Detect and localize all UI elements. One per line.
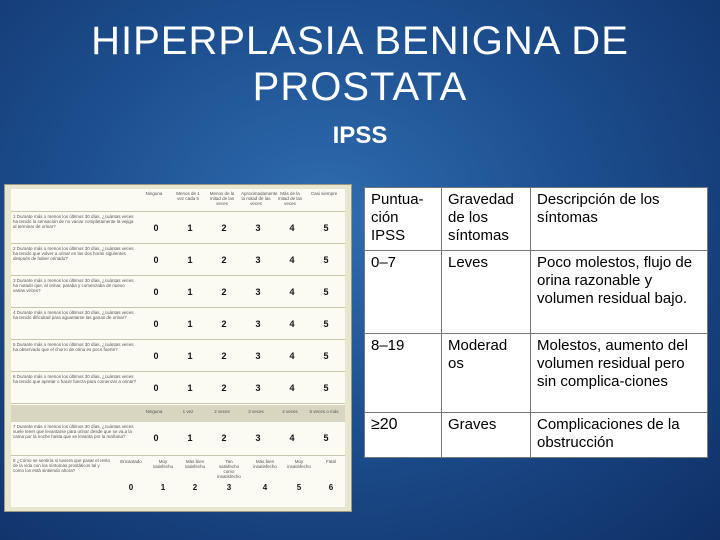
score-value: 2 (221, 433, 227, 443)
score-value: 5 (323, 433, 329, 443)
divider (11, 455, 345, 456)
score-value: 4 (289, 319, 295, 329)
divider (11, 211, 345, 212)
divider (11, 403, 345, 404)
slide-title-line2: PROSTATA (252, 65, 468, 109)
column-header: Aproximadamente la mitad de las veces (241, 191, 278, 206)
score-value: 5 (323, 319, 329, 329)
row-score: 8–19 (365, 334, 442, 413)
score-value: 4 (289, 351, 295, 361)
score-value: 2 (221, 223, 227, 233)
score-value: 0 (153, 383, 159, 393)
score-value: 0 (153, 255, 159, 265)
score-value: 1 (187, 433, 193, 443)
header-severity: Gravedad de los síntomas (442, 188, 531, 251)
score-value: 5 (323, 287, 329, 297)
row-severity: Leves (442, 251, 531, 334)
score-value: 1 (187, 223, 193, 233)
score-value: 4 (289, 433, 295, 443)
score-value: 4 (289, 255, 295, 265)
column-header: Casi siempre (310, 191, 338, 196)
score-value: 1 (187, 287, 193, 297)
score-value: 3 (255, 255, 261, 265)
question-text: 6 Durante más o menos los últimos 30 días, ¿cuántas veces ha tenido que apretar o hacer fuerza para comenzar a orinar? (13, 374, 137, 384)
score-value: 3 (255, 433, 261, 443)
column-header: Más bien satisfecho (184, 459, 206, 469)
score-value: 3 (255, 351, 261, 361)
question-text: 3 Durante más o menos los últimos 30 días, ¿cuántas veces ha notado que, al orinar, paraba y comenzaba de nuevo varias veces? (13, 278, 134, 293)
header-score: Puntua-ción IPSS (365, 188, 442, 251)
score-value: 3 (255, 383, 261, 393)
score-value: 3 (255, 319, 261, 329)
row-score: ≥20 (365, 413, 442, 458)
column-header: 2 veces (214, 409, 230, 414)
score-value: 3 (255, 223, 261, 233)
question-text: 8 ¿Cómo se sentiría si tuviera que pasar el resto de la vida con los síntomas prostáticos tal y como los está sintiendo ahora? (13, 458, 111, 473)
column-header: Fatal (325, 459, 336, 464)
divider (11, 275, 345, 276)
score-value: 1 (187, 351, 193, 361)
table-header-row (365, 188, 708, 251)
score-value: 4 (289, 287, 295, 297)
score-value: 0 (153, 351, 159, 361)
row-severity: Moderad os (442, 334, 531, 413)
table-row (365, 251, 708, 334)
score-value: 2 (192, 483, 198, 492)
slide-title-line1: HIPERPLASIA BENIGNA DE (91, 19, 629, 63)
divider (11, 371, 345, 372)
column-header: 5 veces o más (309, 409, 339, 414)
score-value: 1 (187, 319, 193, 329)
score-value: 2 (221, 319, 227, 329)
score-value: 5 (323, 383, 329, 393)
column-header: Menos de 1 vez cada 5 (176, 191, 200, 201)
score-value: 0 (153, 287, 159, 297)
score-value: 5 (323, 255, 329, 265)
column-header: 1 vez (182, 409, 194, 414)
column-header: Ninguna (145, 409, 163, 414)
score-value: 1 (187, 255, 193, 265)
ipss-form (11, 189, 345, 507)
score-value: 2 (221, 383, 227, 393)
row-severity: Graves (442, 413, 531, 458)
score-value: 5 (323, 223, 329, 233)
score-value: 5 (296, 483, 302, 492)
question-text: 1 Durante más o menos los últimos 30 días, ¿cuántas veces ha tenido la sensación de no vaciar completamente la vejiga al terminar de orinar? (13, 214, 134, 229)
column-header: 4 veces (282, 409, 298, 414)
score-value: 4 (289, 383, 295, 393)
score-value: 6 (328, 483, 334, 492)
column-header: Más bien insatisfecho (253, 459, 277, 469)
row-score: 0–7 (365, 251, 442, 334)
column-header: 3 veces (248, 409, 264, 414)
question-text: 4 Durante más o menos los últimos 30 días, ¿cuántas veces ha tenido dificultad para aguantarse las ganas de orinar? (13, 310, 134, 320)
slide-title (0, 18, 720, 110)
divider (11, 339, 345, 340)
ipss-form-image (4, 184, 352, 512)
table-row (365, 334, 708, 413)
row-description: Complicaciones de la obstrucción (531, 413, 708, 458)
column-header: Encantado (120, 459, 142, 464)
score-value: 2 (221, 351, 227, 361)
column-header: Tan satisfecho como insatisfecho (217, 459, 241, 479)
score-value: 1 (160, 483, 166, 492)
ipss-severity-table (364, 187, 708, 458)
column-header: Muy insatisfecho (287, 459, 311, 469)
question-text: 2 Durante más o menos los últimos 30 días, ¿cuántas veces ha tenido que volver a orinar en las dos horas siguientes después de haber orinado? (13, 246, 134, 261)
question-text: 5 Durante más o menos los últimos 30 días, ¿cuántas veces ha observado que el chorro de orina es poco fuerte? (13, 342, 134, 352)
score-value: 2 (221, 287, 227, 297)
score-value: 0 (153, 319, 159, 329)
score-value: 3 (226, 483, 232, 492)
score-value: 4 (262, 483, 268, 492)
table-row (365, 413, 708, 458)
column-header: Menos de la mitad de las veces (209, 191, 235, 206)
divider (11, 307, 345, 308)
divider (11, 243, 345, 244)
score-value: 4 (289, 223, 295, 233)
question-text: 7 Durante más o menos los últimos 30 días, ¿cuántas veces suele tener que levantarse para orinar desde que se va a la cama por la noche hasta que se levanta por la mañana? (13, 424, 134, 439)
column-header: Más de la mitad de las veces (277, 191, 303, 206)
score-value: 1 (187, 383, 193, 393)
score-value: 5 (323, 351, 329, 361)
score-value: 0 (153, 433, 159, 443)
slide-subtitle: IPSS (332, 122, 388, 149)
score-value: 3 (255, 287, 261, 297)
row-description: Poco molestos, flujo de orina razonable y volumen residual bajo. (531, 251, 708, 334)
header-description: Descripción de los síntomas (531, 188, 708, 251)
score-value: 0 (153, 223, 159, 233)
score-value: 0 (128, 483, 134, 492)
column-header: Ninguna (145, 191, 163, 196)
row-description: Molestos, aumento del volumen residual pero sin complica-ciones (531, 334, 708, 413)
score-value: 2 (221, 255, 227, 265)
column-header: Muy satisfecho (152, 459, 174, 469)
